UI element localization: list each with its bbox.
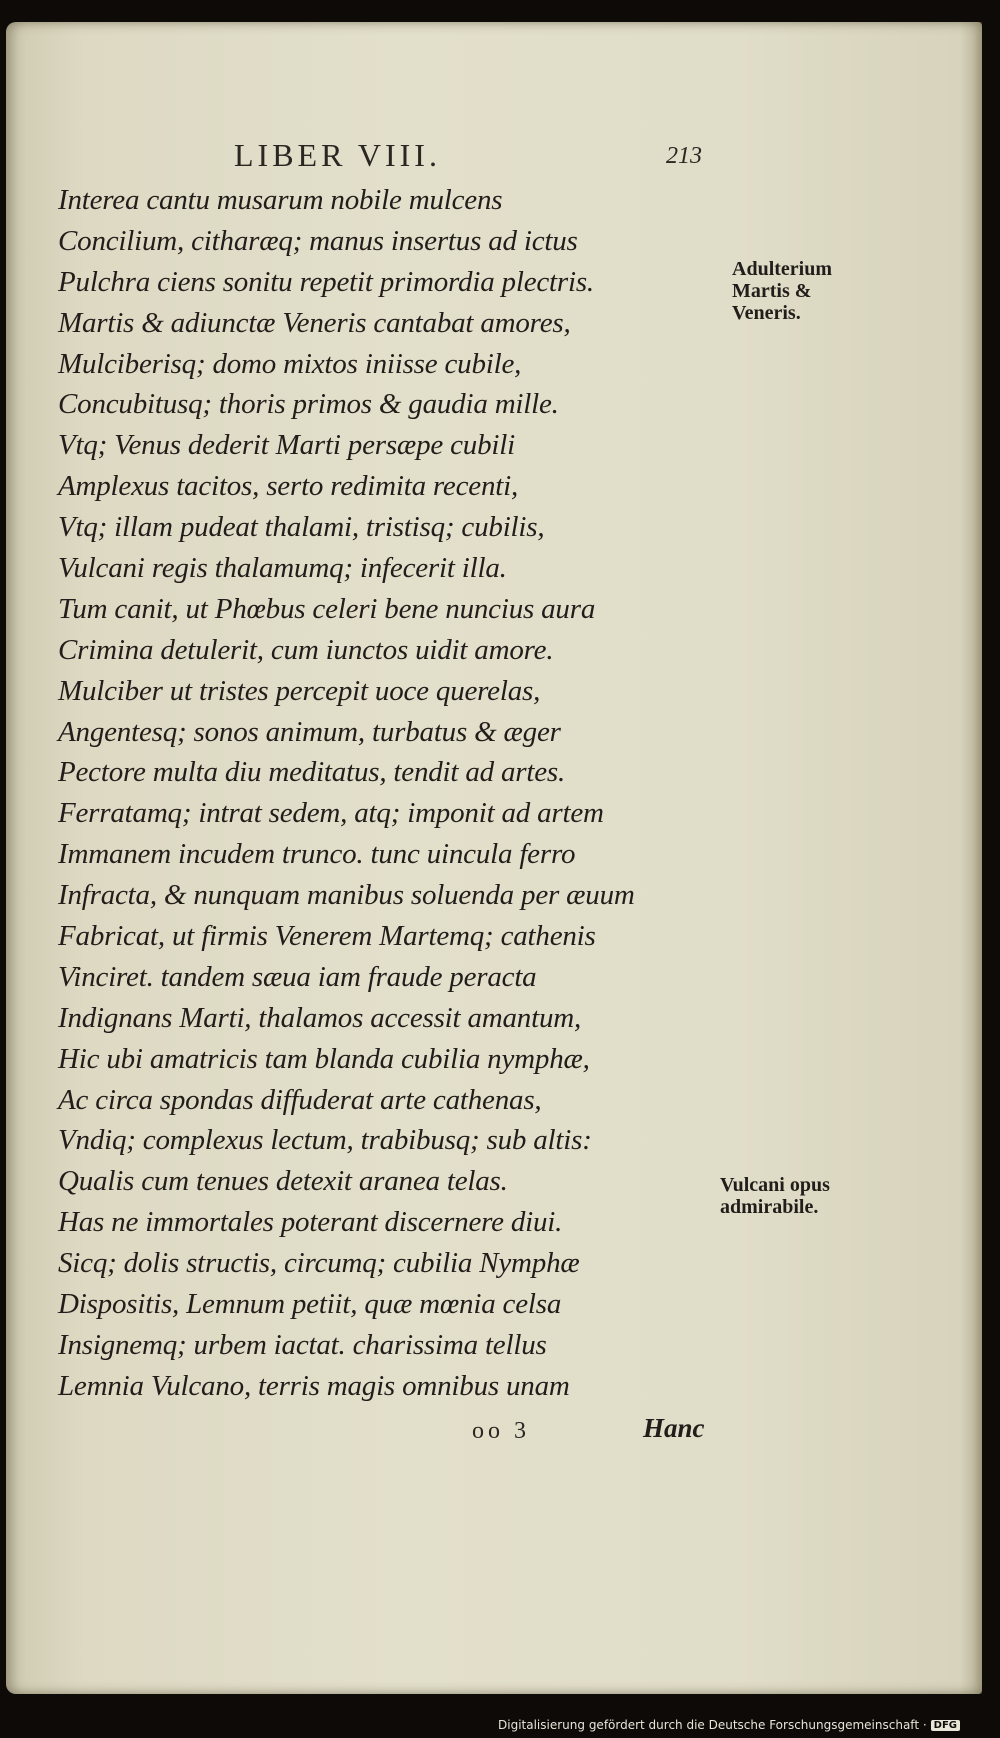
catchword: Hanc <box>643 1413 705 1443</box>
marginal-note-line: Veneris. <box>732 302 801 324</box>
verse-line: Ferratamq; intrat sedem, atq; imponit ad artem <box>58 797 604 830</box>
digitization-credit <box>498 1718 960 1732</box>
marginal-note-vulcani <box>720 1174 830 1218</box>
verse-line: Mulciber ut tristes percepit uoce querelas, <box>58 674 541 707</box>
verse-line: Has ne immortales poterant discernere diui. <box>58 1206 563 1239</box>
verse-line: Indignans Marti, thalamos accessit amantum, <box>58 1001 582 1034</box>
verse-line: Vtq; Venus dederit Marti persæpe cubili <box>58 429 515 462</box>
verse-line: Qualis cum tenues detexit aranea telas. <box>58 1165 508 1198</box>
verse-line: Tum canit, ut Phœbus celeri bene nuncius aura <box>58 592 596 625</box>
verse-line: Fabricat, ut firmis Venerem Martemq; cathenis <box>58 920 596 953</box>
verse-line: Mulciberisq; domo mixtos iniisse cubile, <box>58 347 522 380</box>
verse-line: Vndiq; complexus lectum, trabibusq; sub altis: <box>58 1124 592 1157</box>
running-head <box>6 115 982 173</box>
verse-line: Hic ubi amatricis tam blanda cubilia nymphæ, <box>58 1042 590 1075</box>
verse-line: Lemnia Vulcano, terris magis omnibus unam <box>58 1369 570 1402</box>
verse-line: Amplexus tacitos, serto redimita recenti, <box>58 470 519 503</box>
verse-text <box>58 180 698 1407</box>
verse-line: Pectore multa diu meditatus, tendit ad artes. <box>58 756 566 789</box>
marginal-note-line: admirabile. <box>720 1196 819 1218</box>
verse-line: Concubitusq; thoris primos & gaudia mille. <box>58 388 559 421</box>
folio-number: 213 <box>666 143 702 169</box>
verse-line: Pulchra ciens sonitu repetit primordia plectris. <box>58 265 594 298</box>
verse-line: Insignemq; urbem iactat. charissima tellus <box>58 1328 547 1361</box>
verse-line: Ac circa spondas diffuderat arte cathenas, <box>58 1083 542 1116</box>
verse-line: Vinciret. tandem sæua iam fraude peracta <box>58 960 537 993</box>
verse-line: Vulcani regis thalamumq; infecerit illa. <box>58 552 507 585</box>
verse-line: Sicq; dolis structis, circumq; cubilia Nymphæ <box>58 1247 580 1280</box>
verse-line: Crimina detulerit, cum iunctos uidit amore. <box>58 633 554 666</box>
verse-line: Immanem incudem trunco. tunc uincula ferro <box>58 838 576 871</box>
dfg-logo: DFG <box>931 1720 960 1731</box>
signature-mark: oo 3 <box>472 1418 530 1444</box>
page-edge-shadow <box>960 22 982 1694</box>
marginal-note-line: Adulterium <box>732 258 832 280</box>
verse-line: Vtq; illam pudeat thalami, tristisq; cubilis, <box>58 511 545 544</box>
verse-line: Angentesq; sonos animum, turbatus & æger <box>58 715 561 748</box>
verse-line: Infracta, & nunquam manibus soluenda per æuum <box>58 879 635 912</box>
book-page <box>6 22 982 1694</box>
credit-text: Digitalisierung gefördert durch die Deutsche Forschungsgemeinschaft · <box>498 1718 927 1732</box>
verse-line: Interea cantu musarum nobile mulcens <box>58 184 503 216</box>
verse-line: Martis & adiunctæ Veneris cantabat amores, <box>58 306 571 339</box>
marginal-note-line: Martis & <box>732 280 812 302</box>
verse-line: Dispositis, Lemnum petiit, quæ mœnia celsa <box>58 1288 562 1321</box>
marginal-note-line: Vulcani opus <box>720 1174 830 1196</box>
verse-line: Concilium, citharæq; manus insertus ad ictus <box>58 224 578 257</box>
marginal-note-adulterium <box>732 258 832 324</box>
running-title: LIBER VIII. <box>234 137 441 173</box>
